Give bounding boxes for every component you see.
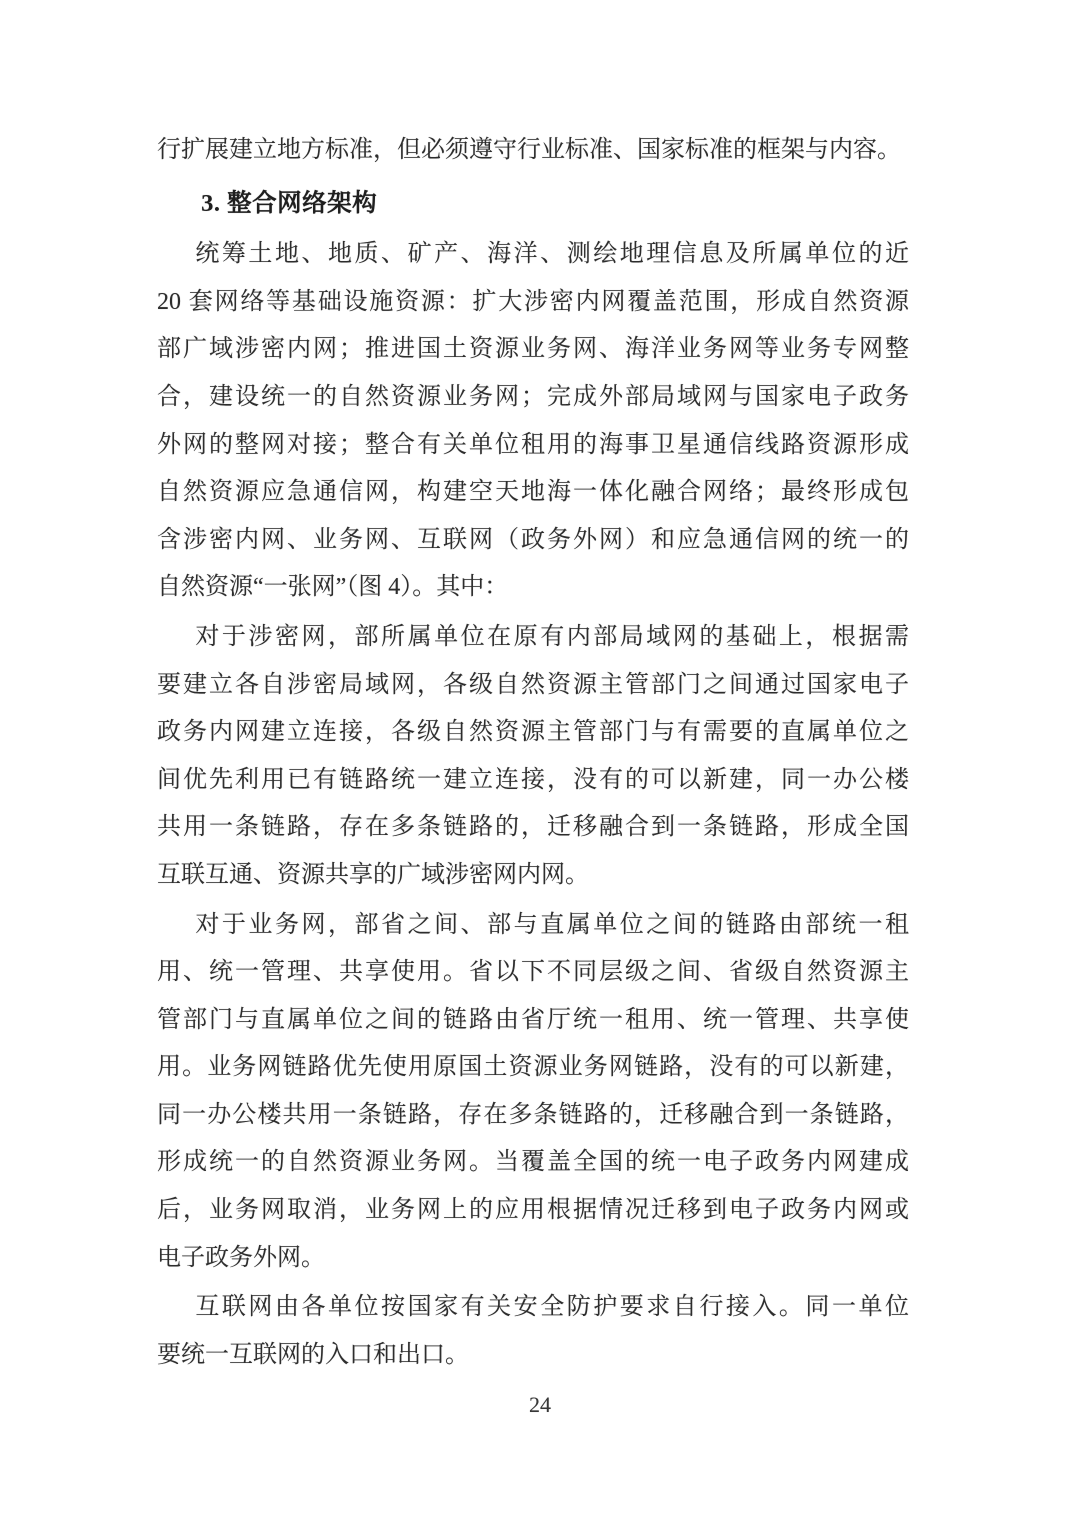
text-line: 对于涉密网，部所属单位在原有内部局域网的基础上，根据需 <box>195 623 909 650</box>
text-line: 要建立各自涉密局域网，各级自然资源主管部门之间通过国家电子 <box>157 671 909 698</box>
text-line: 管部门与直属单位之间的链路由省厅统一租用、统一管理、共享使 <box>157 1006 909 1033</box>
text-line: 对于业务网，部省之间、部与直属单位之间的链路由部统一租 <box>195 911 909 938</box>
text-line: 互联互通、资源共享的广域涉密网内网。 <box>157 861 589 888</box>
text-line: 后，业务网取消，业务网上的应用根据情况迁移到电子政务内网或 <box>157 1197 909 1224</box>
paragraph-network-overview <box>157 231 909 612</box>
text-line: 用、统一管理、共享使用。省以下不同层级之间、省级自然资源主 <box>157 959 909 986</box>
section-heading: 3. 整合网络架构 <box>201 189 378 217</box>
text-line: 行扩展建立地方标准，但必须遵守行业标准、国家标准的框架与内容。 <box>157 137 901 163</box>
text-line: 形成统一的自然资源业务网。当覆盖全国的统一电子政务内网建成 <box>157 1149 909 1176</box>
text-line: 20 套网络等基础设施资源：扩大涉密内网覆盖范围，形成自然资源 <box>157 288 909 315</box>
paragraph-classified-network <box>157 614 909 900</box>
text-line: 外网的整网对接；整合有关单位租用的海事卫星通信线路资源形成 <box>157 431 909 458</box>
text-line: 统筹土地、地质、矿产、海洋、测绘地理信息及所属单位的近 <box>195 241 909 268</box>
paragraph-internet-access <box>157 1284 909 1379</box>
text-line: 政务内网建立连接，各级自然资源主管部门与有需要的直属单位之 <box>157 719 909 746</box>
paragraph-business-network <box>157 902 909 1283</box>
page-content <box>157 127 909 1381</box>
text-line: 自然资源应急通信网，构建空天地海一体化融合网络；最终形成包 <box>157 479 909 506</box>
text-line: 用。业务网链路优先使用原国土资源业务网链路，没有的可以新建， <box>157 1054 909 1081</box>
text-line: 部广域涉密内网；推进国土资源业务网、海洋业务网等业务专网整 <box>157 336 909 363</box>
text-line: 要统一互联网的入口和出口。 <box>157 1341 469 1368</box>
text-line: 互联网由各单位按国家有关安全防护要求自行接入。同一单位 <box>195 1294 909 1321</box>
text-line: 间优先利用已有链路统一建立连接，没有的可以新建，同一办公楼 <box>157 766 909 793</box>
text-line: 电子政务外网。 <box>157 1244 325 1271</box>
text-line: 同一办公楼共用一条链路，存在多条链路的，迁移融合到一条链路， <box>157 1101 909 1128</box>
text-line: 合，建设统一的自然资源业务网；完成外部局域网与国家电子政务 <box>157 383 909 410</box>
text-line: 自然资源“一张网”（图 4）。其中： <box>157 574 509 601</box>
page-number: 24 <box>529 1392 551 1417</box>
text-line: 共用一条链路，存在多条链路的，迁移融合到一条链路，形成全国 <box>157 814 909 841</box>
paragraph-continuation <box>157 127 909 175</box>
text-line: 含涉密内网、业务网、互联网（政务外网）和应急通信网的统一的 <box>157 526 909 553</box>
